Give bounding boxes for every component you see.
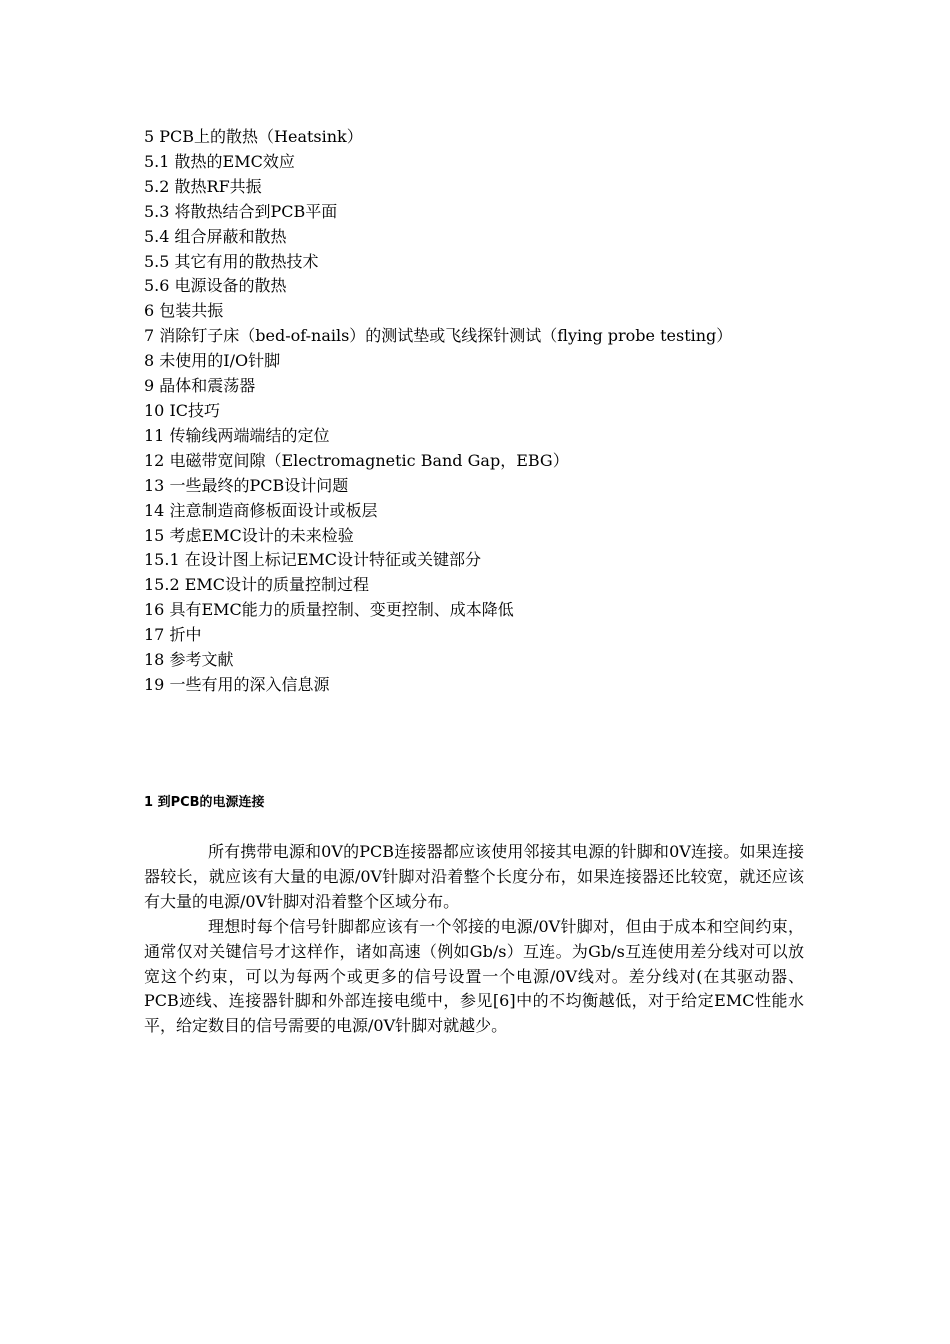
toc-item: 5.4 组合屏蔽和散热 [144,226,287,246]
body-paragraph: 理想时每个信号针脚都应该有一个邻接的电源/0V针脚对，但由于成本和空间约束，通常仅对关键信号才这样作，诸如高速（例如Gb/s）互连。为Gb/s互连使用差分线对可以放宽这个约束，可以为每两个或更多的信号设置一个电源/0V线对。差分线对(在其驱动器、PCB迹线、连接器针脚和外部连接电缆中，参见[6]中的不均衡越低，对于给定EMC性能水平，给定数目的信号需要的电源/0V针脚对就越少。 [144,916,804,1036]
table-of-contents [144,125,784,698]
toc-item: 10 IC技巧 [144,400,221,420]
toc-item: 7 消除钉子床（bed-of-nails）的测试垫或飞线探针测试（flying probe testing） [144,326,733,346]
toc-item: 14 注意制造商修板面设计或板层 [144,500,378,520]
section-body [144,840,804,1039]
toc-item: 18 参考文献 [144,650,234,670]
toc-item: 17 折中 [144,625,202,645]
toc-item: 19 一些有用的深入信息源 [144,674,330,694]
toc-item: 5.1 散热的EMC效应 [144,151,295,171]
body-paragraph: 所有携带电源和0V的PCB连接器都应该使用邻接其电源的针脚和0V连接。如果连接器较长，就应该有大量的电源/0V针脚对沿着整个长度分布，如果连接器还比较宽，就还应该有大量的电源/0V针脚对沿着整个区域分布。 [144,842,804,911]
toc-item: 11 传输线两端端结的定位 [144,425,330,445]
toc-item: 15 考虑EMC设计的未来检验 [144,525,354,545]
toc-item: 5.6 电源设备的散热 [144,276,287,296]
toc-item: 13 一些最终的PCB设计问题 [144,475,349,495]
toc-item: 16 具有EMC能力的质量控制、变更控制、成本降低 [144,600,514,620]
toc-item: 6 包装共振 [144,301,224,321]
toc-item: 9 晶体和震荡器 [144,376,256,396]
toc-item: 5.2 散热RF共振 [144,176,262,196]
toc-item: 15.1 在设计图上标记EMC设计特征或关键部分 [144,550,482,570]
toc-item: 8 未使用的I/O针脚 [144,351,281,371]
toc-item: 12 电磁带宽间隙（Electromagnetic Band Gap，EBG） [144,450,569,470]
toc-item: 5.5 其它有用的散热技术 [144,251,319,271]
toc-item: 15.2 EMC设计的质量控制过程 [144,575,370,595]
toc-item: 5 PCB上的散热（Heatsink） [144,127,363,146]
section-heading: 1 到PCB的电源连接 [144,795,265,810]
toc-item: 5.3 将散热结合到PCB平面 [144,201,338,221]
